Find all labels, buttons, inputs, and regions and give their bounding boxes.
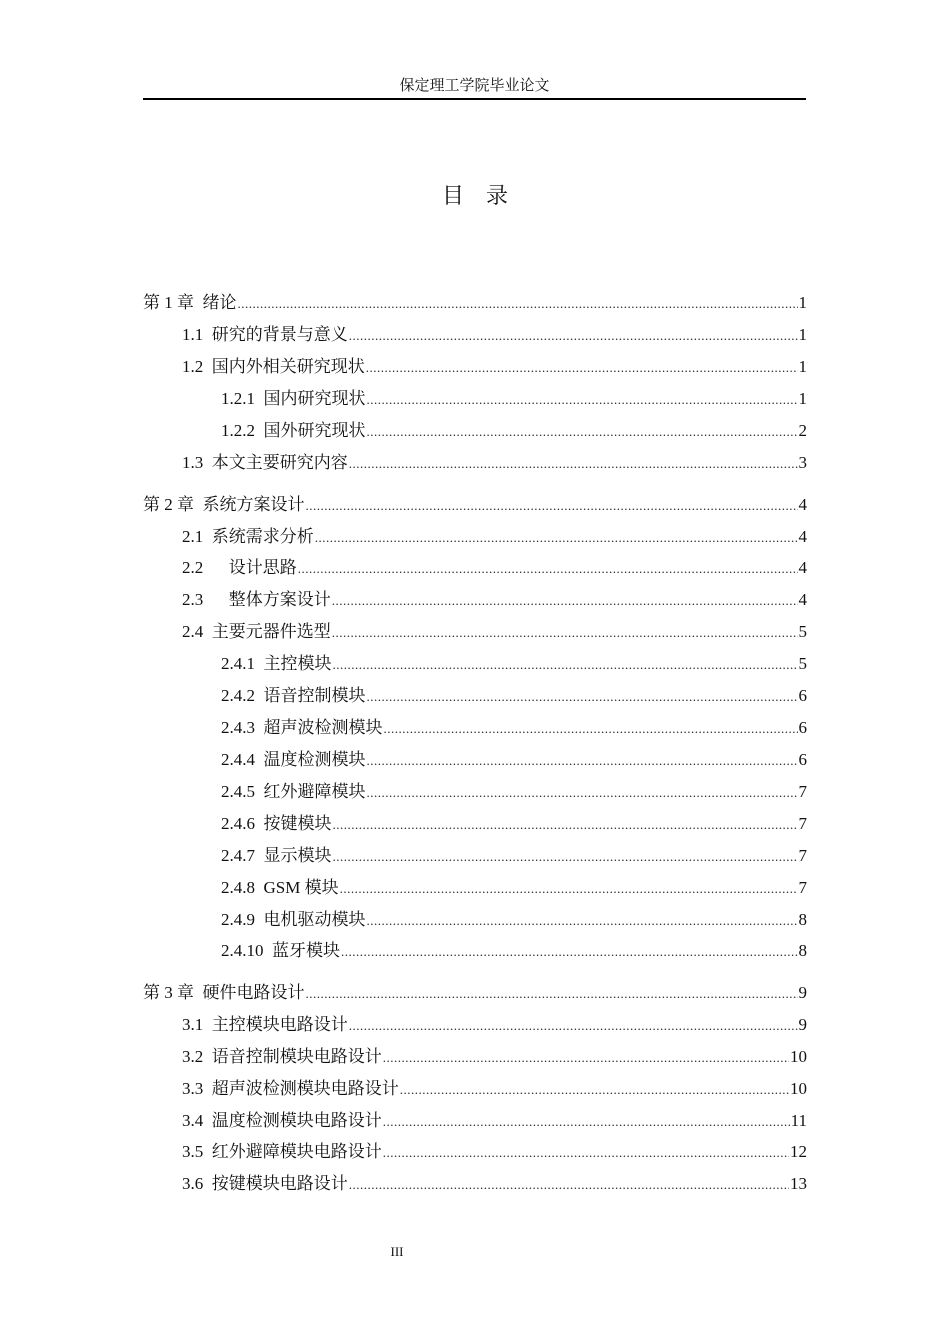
toc-entry-page: 1 xyxy=(798,389,807,408)
toc-dot-leader xyxy=(366,355,798,381)
toc-section-entry[interactable] xyxy=(143,354,807,380)
toc-dot-leader xyxy=(315,525,798,551)
toc-entry-text: 绪论 xyxy=(202,293,237,312)
toc-entry-number: 2.1 xyxy=(182,527,204,546)
toc-entry-label xyxy=(182,619,331,645)
toc-dot-leader xyxy=(333,652,798,678)
toc-entry-page: 10 xyxy=(790,1079,807,1098)
toc-entry-page: 4 xyxy=(798,590,807,609)
toc-subsection-entry[interactable] xyxy=(143,747,807,773)
toc-entry-label xyxy=(221,683,366,709)
toc-entry-page: 13 xyxy=(790,1174,807,1193)
toc-dot-leader xyxy=(367,780,798,806)
toc-entry-page: 1 xyxy=(798,357,807,376)
toc-subsection-entry[interactable] xyxy=(143,683,807,709)
toc-subsection-entry[interactable] xyxy=(143,875,807,901)
toc-section-entry[interactable] xyxy=(143,619,807,645)
toc-entry-page: 7 xyxy=(798,814,807,833)
toc-entry-number: 2.4.6 xyxy=(221,814,255,833)
toc-dot-leader xyxy=(340,876,798,902)
toc-entry-number: 2.3 xyxy=(182,590,204,609)
toc-entry-text: 国内研究现状 xyxy=(263,389,366,408)
toc-entry-label xyxy=(182,450,348,476)
toc-entry-number: 2.4.3 xyxy=(221,718,255,737)
toc-chapter-entry[interactable] xyxy=(143,492,807,518)
toc-entry-label xyxy=(221,938,340,964)
toc-section-entry[interactable] xyxy=(143,524,807,550)
toc-entry-label xyxy=(221,747,366,773)
toc-entry-number: 1.2.2 xyxy=(221,421,255,440)
toc-entry-number: 3.3 xyxy=(182,1079,204,1098)
toc-title: 目 录 xyxy=(441,183,508,208)
toc-entry-label xyxy=(221,875,339,901)
toc-entry-text: 系统方案设计 xyxy=(202,495,305,514)
toc-dot-leader xyxy=(349,1172,789,1198)
toc-section-entry[interactable] xyxy=(143,1171,807,1197)
toc-entry-text: 按键模块电路设计 xyxy=(211,1174,348,1193)
toc-entry-page: 9 xyxy=(798,983,807,1002)
toc-section-entry[interactable] xyxy=(143,1139,807,1165)
toc-entry-label xyxy=(143,492,305,518)
toc-entry-number: 2.4.4 xyxy=(221,750,255,769)
toc-entry-label xyxy=(221,811,332,837)
toc-entry-number: 3.1 xyxy=(182,1015,204,1034)
toc-subsection-entry[interactable] xyxy=(143,418,807,444)
toc-entry-text: 蓝牙模块 xyxy=(272,941,340,960)
toc-entry-number: 2.4.7 xyxy=(221,846,255,865)
toc-entry-label xyxy=(182,587,331,613)
toc-entry-page: 2 xyxy=(798,421,807,440)
toc-entry-page: 7 xyxy=(798,878,807,897)
toc-entry-number: 2.4.9 xyxy=(221,910,255,929)
toc-subsection-entry[interactable] xyxy=(143,811,807,837)
toc-entry-number: 1.1 xyxy=(182,325,204,344)
toc-dot-leader xyxy=(341,939,798,965)
toc-entry-number: 第 1 章 xyxy=(143,293,194,312)
toc-entry-page: 1 xyxy=(798,293,807,312)
toc-entry-text: 设计思路 xyxy=(211,558,297,577)
toc-entry-number: 1.2.1 xyxy=(221,389,255,408)
toc-entry-text: 国外研究现状 xyxy=(263,421,366,440)
toc-dot-leader xyxy=(306,981,798,1007)
toc-entry-label xyxy=(182,1108,382,1134)
toc-entry-number: 2.4.8 xyxy=(221,878,255,897)
toc-entry-text: 系统需求分析 xyxy=(211,527,314,546)
toc-entry-number: 3.2 xyxy=(182,1047,204,1066)
toc-entry-label xyxy=(182,1076,399,1102)
toc-entry-label xyxy=(221,651,332,677)
toc-entry-page: 6 xyxy=(798,718,807,737)
toc-entry-label xyxy=(221,843,332,869)
toc-entry-text: 整体方案设计 xyxy=(211,590,331,609)
toc-entry-label xyxy=(182,555,297,581)
toc-entry-page: 8 xyxy=(798,941,807,960)
toc-entry-number: 2.4.2 xyxy=(221,686,255,705)
toc-entry-page: 3 xyxy=(798,453,807,472)
toc-entry-label xyxy=(221,715,383,741)
toc-entry-text: 超声波检测模块电路设计 xyxy=(211,1079,399,1098)
page-footer xyxy=(0,1244,794,1260)
toc-entry-number: 第 3 章 xyxy=(143,983,194,1002)
toc-entry-page: 11 xyxy=(790,1111,807,1130)
toc-entry-page: 8 xyxy=(798,910,807,929)
page-header xyxy=(143,76,806,100)
toc-dot-leader xyxy=(238,291,798,317)
toc-section-entry[interactable] xyxy=(143,1076,807,1102)
toc-entry-page: 4 xyxy=(798,495,807,514)
toc-entry-text: 超声波检测模块 xyxy=(263,718,383,737)
toc-dot-leader xyxy=(367,908,798,934)
toc-dot-leader xyxy=(306,493,798,519)
toc-entry-label xyxy=(182,1139,382,1165)
toc-entry-text: 硬件电路设计 xyxy=(202,983,305,1002)
toc-entry-text: 主要元器件选型 xyxy=(211,622,331,641)
toc-entry-text: 显示模块 xyxy=(263,846,332,865)
toc-entry-page: 6 xyxy=(798,686,807,705)
header-text: 保定理工学院毕业论文 xyxy=(399,78,550,94)
toc-entry-page: 1 xyxy=(798,325,807,344)
toc-entry-page: 9 xyxy=(798,1015,807,1034)
toc-subsection-entry[interactable] xyxy=(143,938,807,964)
toc-entry-text: 国内外相关研究现状 xyxy=(211,357,365,376)
toc-entry-label xyxy=(182,354,365,380)
toc-entry-label xyxy=(182,524,314,550)
toc-entry-number: 2.4.1 xyxy=(221,654,255,673)
toc-dot-leader xyxy=(383,1140,789,1166)
toc-entry-number: 2.4.10 xyxy=(221,941,264,960)
toc-subsection-entry[interactable] xyxy=(143,907,807,933)
toc-entry-text: 红外避障模块电路设计 xyxy=(211,1142,382,1161)
toc-subsection-entry[interactable] xyxy=(143,651,807,677)
toc-subsection-entry[interactable] xyxy=(143,779,807,805)
toc-entry-text: 研究的背景与意义 xyxy=(211,325,348,344)
toc-dot-leader xyxy=(298,556,798,582)
toc-entry-text: 本文主要研究内容 xyxy=(211,453,348,472)
toc-dot-leader xyxy=(332,588,798,614)
toc-entry-number: 3.4 xyxy=(182,1111,204,1130)
toc-entry-text: 温度检测模块 xyxy=(263,750,366,769)
toc-entry-page: 7 xyxy=(798,782,807,801)
toc-dot-leader xyxy=(333,844,798,870)
toc-section-entry[interactable] xyxy=(143,322,807,348)
toc-entry-label xyxy=(182,1044,382,1070)
toc-section-entry[interactable] xyxy=(143,555,807,581)
toc-entry-label xyxy=(221,779,366,805)
toc-entry-number: 2.4 xyxy=(182,622,204,641)
toc-entry-number: 2.4.5 xyxy=(221,782,255,801)
toc-entry-page: 4 xyxy=(798,527,807,546)
toc-dot-leader xyxy=(367,387,798,413)
toc-dot-leader xyxy=(367,748,798,774)
toc-entry-text: 主控模块 xyxy=(263,654,332,673)
toc-entry-number: 3.5 xyxy=(182,1142,204,1161)
toc-entry-text: 语音控制模块电路设计 xyxy=(211,1047,382,1066)
toc-entry-number: 1.2 xyxy=(182,357,204,376)
toc-dot-leader xyxy=(367,419,798,445)
toc-entry-label xyxy=(182,1012,348,1038)
toc-entry-label xyxy=(182,322,348,348)
toc-entry-text: 红外避障模块 xyxy=(263,782,366,801)
toc-entry-number: 第 2 章 xyxy=(143,495,194,514)
toc-entry-number: 3.6 xyxy=(182,1174,204,1193)
toc-entry-text: 温度检测模块电路设计 xyxy=(211,1111,382,1130)
toc-section-entry[interactable] xyxy=(143,450,807,476)
toc-dot-leader xyxy=(349,451,798,477)
toc-entry-label xyxy=(143,980,305,1006)
toc-section-entry[interactable] xyxy=(143,1108,807,1134)
toc-entry-label xyxy=(182,1171,348,1197)
toc-entry-text: 电机驱动模块 xyxy=(263,910,366,929)
toc-entry-page: 12 xyxy=(790,1142,807,1161)
toc-subsection-entry[interactable] xyxy=(143,715,807,741)
toc-dot-leader xyxy=(383,1109,790,1135)
footer-page-number: III xyxy=(390,1244,404,1259)
toc-entry-page: 5 xyxy=(798,622,807,641)
toc-dot-leader xyxy=(332,620,798,646)
toc-dot-leader xyxy=(383,1045,789,1071)
toc-entry-number: 2.2 xyxy=(182,558,204,577)
toc-section-entry[interactable] xyxy=(143,587,807,613)
toc-chapter-entry[interactable] xyxy=(143,980,807,1006)
toc-chapter-entry[interactable] xyxy=(143,290,807,316)
toc-entry-label xyxy=(143,290,237,316)
toc-entry-text: 主控模块电路设计 xyxy=(211,1015,348,1034)
toc-entry-label xyxy=(221,907,366,933)
toc-subsection-entry[interactable] xyxy=(143,386,807,412)
toc-dot-leader xyxy=(349,323,798,349)
toc-entry-text: 按键模块 xyxy=(263,814,332,833)
toc-entry-page: 5 xyxy=(798,654,807,673)
toc-entry-text: GSM 模块 xyxy=(263,878,339,897)
toc-dot-leader xyxy=(384,716,798,742)
toc-entry-page: 10 xyxy=(790,1047,807,1066)
toc-section-entry[interactable] xyxy=(143,1012,807,1038)
toc-entry-label xyxy=(221,386,366,412)
toc-dot-leader xyxy=(400,1077,789,1103)
toc-entry-page: 6 xyxy=(798,750,807,769)
toc-dot-leader xyxy=(333,812,798,838)
toc-entry-page: 4 xyxy=(798,558,807,577)
toc-entry-number: 1.3 xyxy=(182,453,204,472)
toc-section-entry[interactable] xyxy=(143,1044,807,1070)
toc-dot-leader xyxy=(367,684,798,710)
toc-subsection-entry[interactable] xyxy=(143,843,807,869)
toc-entry-text: 语音控制模块 xyxy=(263,686,366,705)
toc-dot-leader xyxy=(349,1013,798,1039)
toc-entry-page: 7 xyxy=(798,846,807,865)
toc-entry-label xyxy=(221,418,366,444)
